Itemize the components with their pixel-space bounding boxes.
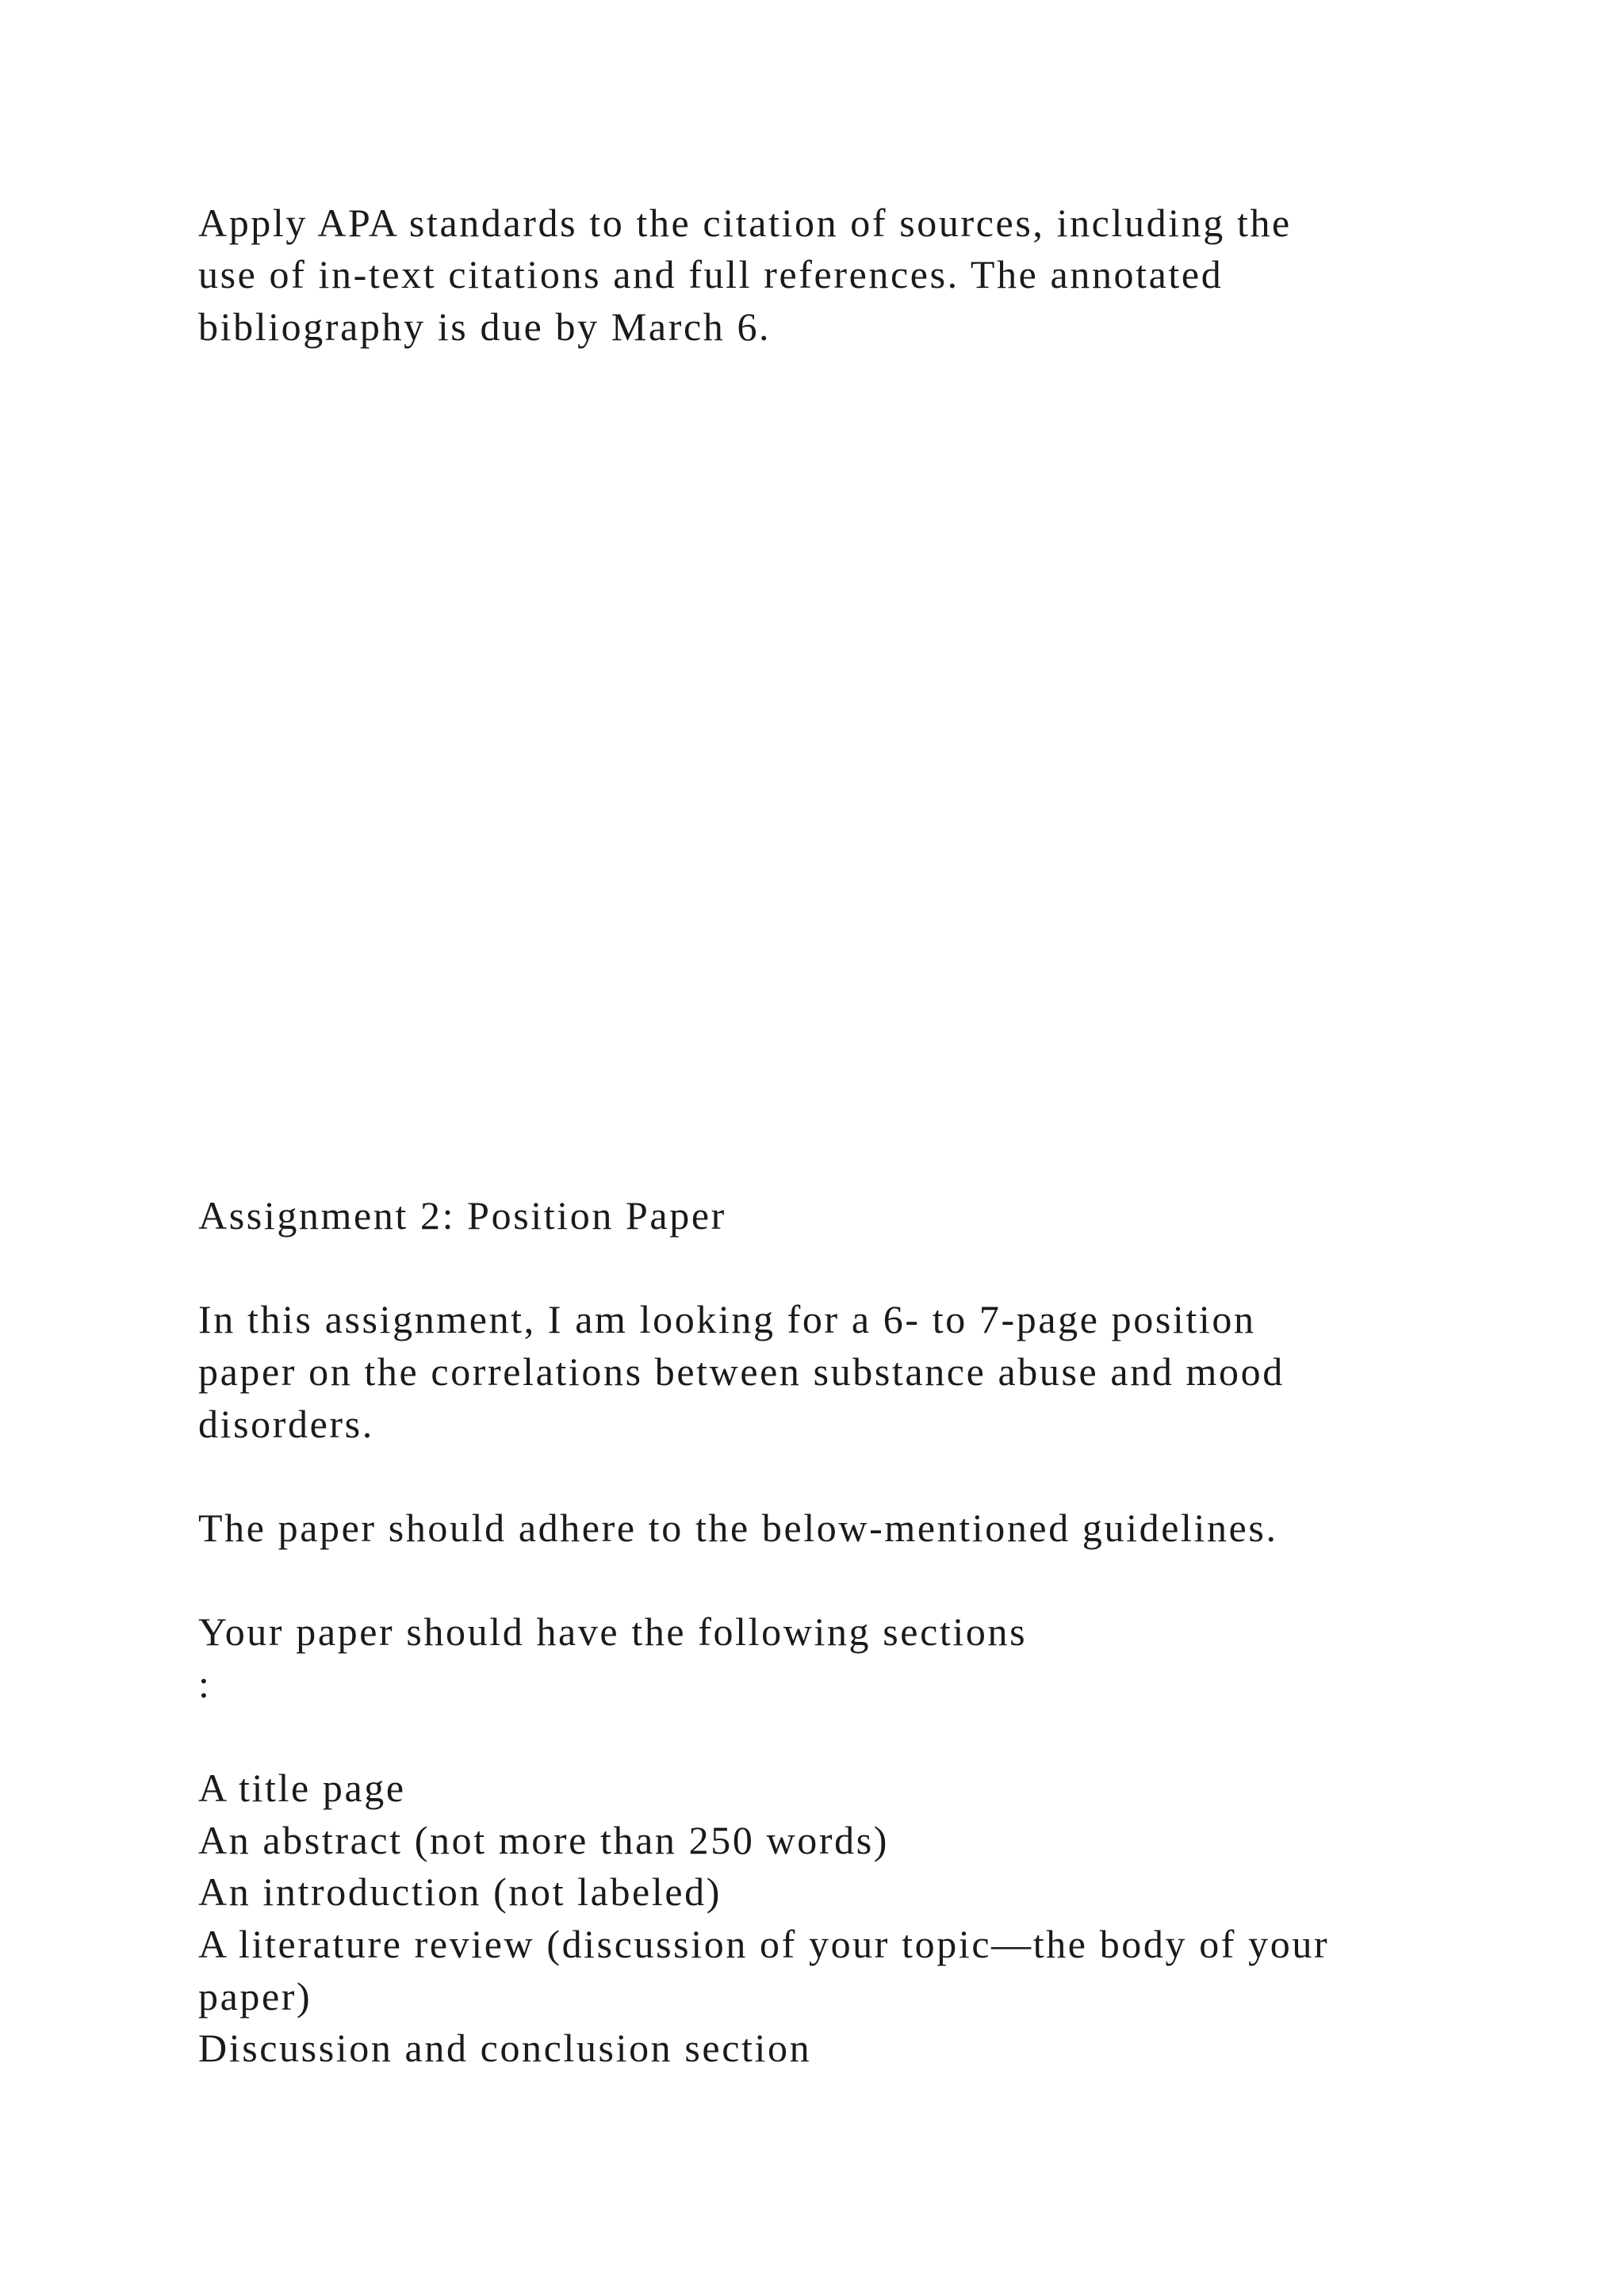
section-list-item: A literature review (discussion of your topic—the body of your (198, 1922, 1330, 1966)
section-list-item: An introduction (not labeled) (198, 1869, 722, 1914)
section-list-item: An abstract (not more than 250 words) (198, 1818, 890, 1862)
assignment-title: Assignment 2: Position Paper (198, 1193, 726, 1238)
section-list-item: paper) (198, 1974, 312, 2019)
intro-text-line: bibliography is due by March 6. (198, 304, 772, 349)
intro-text-line: use of in-text citations and full references. The annotated (198, 252, 1224, 297)
description-text-line: paper on the correlations between substance abuse and mood (198, 1349, 1285, 1394)
guidelines-text: The paper should adhere to the below-mentioned guidelines. (198, 1506, 1278, 1550)
description-text-line: disorders. (198, 1402, 374, 1446)
section-list-item: A title page (198, 1766, 406, 1810)
intro-text-line: Apply APA standards to the citation of sources, including the (198, 201, 1292, 245)
sections-intro-colon: : (198, 1662, 212, 1706)
section-list-item: Discussion and conclusion section (198, 2026, 812, 2070)
description-text-line: In this assignment, I am looking for a 6- to 7-page position (198, 1297, 1256, 1341)
sections-intro-text: Your paper should have the following sections (198, 1609, 1028, 1654)
